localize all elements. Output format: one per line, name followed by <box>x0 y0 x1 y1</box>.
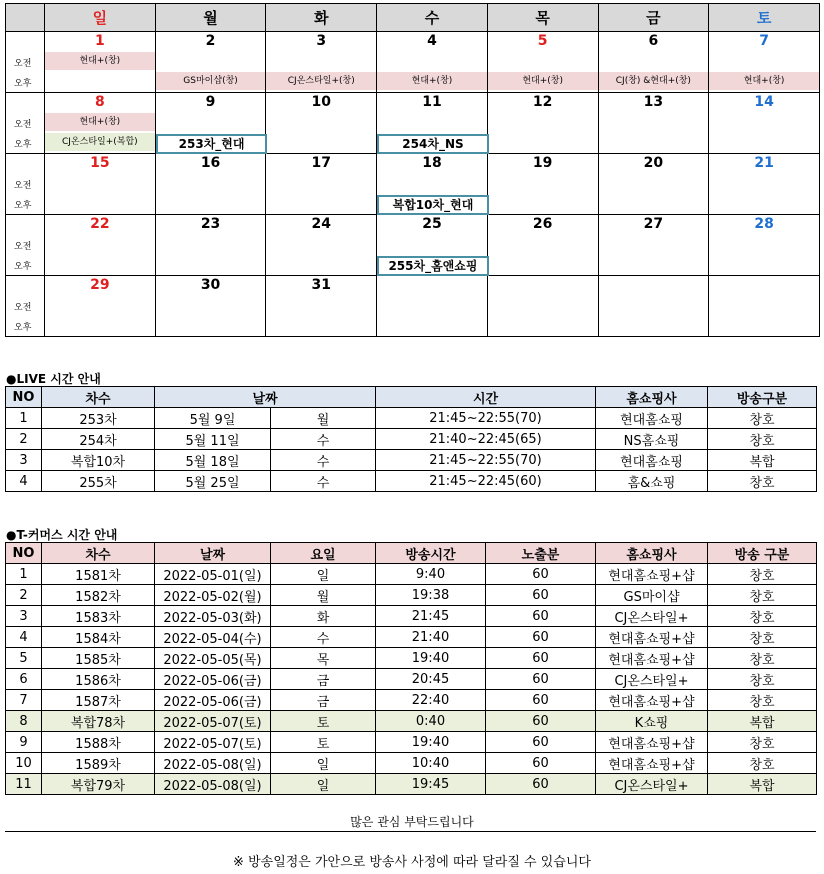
calendar-day <box>45 32 156 93</box>
live-cell: 4 <box>6 471 42 492</box>
live-cell: 21:45~22:55(70) <box>376 450 596 471</box>
tcommerce-cell: 60 <box>486 690 596 711</box>
tcommerce-cell: 창호 <box>708 753 817 774</box>
weekday-header: 토 <box>709 4 820 32</box>
calendar-day <box>709 276 820 337</box>
day-number: 22 <box>90 216 110 232</box>
tcommerce-cell: 0:40 <box>376 711 486 732</box>
day-number: 12 <box>532 94 553 110</box>
calendar-day <box>155 32 266 93</box>
day-number: 18 <box>422 155 442 171</box>
tcommerce-cell: 11 <box>6 774 42 795</box>
ampm-label-cell <box>6 276 45 337</box>
live-cell: 복합10차 <box>42 450 155 471</box>
tcommerce-cell: 60 <box>486 585 596 606</box>
tcommerce-cell: 4 <box>6 627 42 648</box>
am-broadcast: 현대+(창) <box>45 113 155 131</box>
live-cell: 5월 25일 <box>155 471 271 492</box>
calendar-day <box>377 215 488 276</box>
tcommerce-cell: 2022-05-07(토) <box>155 732 271 753</box>
calendar-week <box>6 32 820 93</box>
tcommerce-header: NO <box>6 543 42 564</box>
live-broadcast-badge: 254차_NS <box>377 134 489 154</box>
tcommerce-header: 홈쇼핑사 <box>596 543 708 564</box>
calendar-day <box>487 154 598 215</box>
calendar-day <box>155 215 266 276</box>
calendar-day <box>377 32 488 93</box>
tcommerce-cell: 1585차 <box>42 648 155 669</box>
live-cell: 수 <box>271 450 376 471</box>
tcommerce-cell: 2022-05-08(일) <box>155 774 271 795</box>
tcommerce-cell: 9:40 <box>376 564 486 585</box>
day-number: 4 <box>427 33 437 49</box>
day-number: 5 <box>537 33 548 49</box>
live-row <box>6 450 817 471</box>
calendar-day <box>598 215 709 276</box>
divider <box>5 831 816 832</box>
tcommerce-cell: 60 <box>486 732 596 753</box>
tcommerce-cell: 10:40 <box>376 753 486 774</box>
tcommerce-cell: CJ온스타일+ <box>596 669 708 690</box>
tcommerce-row <box>6 711 817 732</box>
day-number: 21 <box>754 155 774 171</box>
tcommerce-row <box>6 648 817 669</box>
tcommerce-cell: 목 <box>271 648 376 669</box>
day-number: 31 <box>311 277 331 293</box>
calendar-day <box>709 215 820 276</box>
tcommerce-cell: 19:45 <box>376 774 486 795</box>
tcommerce-cell: 2022-05-03(화) <box>155 606 271 627</box>
tcommerce-section-title: ●T-커머스 시간 안내 <box>6 528 118 542</box>
tcommerce-cell: 3 <box>6 606 42 627</box>
live-cell: 21:45~22:55(70) <box>376 408 596 429</box>
calendar-day <box>709 154 820 215</box>
pm-broadcast: 현대+(창) <box>709 72 819 90</box>
day-number <box>377 276 487 294</box>
day-number: 10 <box>311 94 331 110</box>
tcommerce-cell: 현대홈쇼핑+샵 <box>596 564 708 585</box>
calendar-day <box>377 93 488 154</box>
tcommerce-row <box>6 774 817 795</box>
tcommerce-row <box>6 669 817 690</box>
tcommerce-cell: 6 <box>6 669 42 690</box>
day-number: 17 <box>311 155 331 171</box>
day-number: 20 <box>643 155 664 171</box>
tcommerce-cell: 일 <box>271 564 376 585</box>
calendar-day <box>598 32 709 93</box>
tcommerce-cell: 2022-05-01(일) <box>155 564 271 585</box>
tcommerce-cell: 현대홈쇼핑+샵 <box>596 732 708 753</box>
tcommerce-cell: 현대홈쇼핑+샵 <box>596 753 708 774</box>
live-cell: 창호 <box>708 471 817 492</box>
day-number: 27 <box>643 216 664 232</box>
pm-broadcast: CJ온스타일+(복합) <box>45 133 155 151</box>
day-number: 29 <box>90 277 110 293</box>
tcommerce-header: 날짜 <box>155 543 271 564</box>
live-cell: 수 <box>271 471 376 492</box>
tcommerce-row <box>6 564 817 585</box>
day-number: 11 <box>422 94 442 110</box>
tcommerce-cell: 1581차 <box>42 564 155 585</box>
calendar-day <box>45 215 156 276</box>
ampm-label-cell <box>6 32 45 93</box>
tcommerce-cell: 60 <box>486 627 596 648</box>
tcommerce-cell: 60 <box>486 774 596 795</box>
live-cell: 1 <box>6 408 42 429</box>
tcommerce-cell: 20:45 <box>376 669 486 690</box>
calendar-day <box>155 93 266 154</box>
pm-broadcast: GS마이샵(창) <box>156 72 266 90</box>
tcommerce-header: 요일 <box>271 543 376 564</box>
calendar-day <box>155 276 266 337</box>
pm-label: 오후 <box>14 323 32 333</box>
tcommerce-cell: 일 <box>271 753 376 774</box>
tcommerce-cell: 21:45 <box>376 606 486 627</box>
tcommerce-cell: 창호 <box>708 627 817 648</box>
live-broadcast-badge: 255차_홈앤쇼핑 <box>377 256 489 276</box>
tcommerce-cell: 복합 <box>708 774 817 795</box>
tcommerce-cell: 수 <box>271 627 376 648</box>
tcommerce-cell: 1589차 <box>42 753 155 774</box>
am-label: 오전 <box>14 303 32 313</box>
day-number: 28 <box>754 216 774 232</box>
day-number: 6 <box>648 33 659 49</box>
tcommerce-cell: 금 <box>271 690 376 711</box>
live-cell: 창호 <box>708 429 817 450</box>
calendar-day <box>45 93 156 154</box>
tcommerce-header: 방송 구분 <box>708 543 817 564</box>
day-number: 8 <box>94 94 105 110</box>
live-broadcast-badge: 253차_현대 <box>156 134 268 154</box>
pm-label: 오후 <box>14 201 32 211</box>
tcommerce-cell: 19:38 <box>376 585 486 606</box>
pm-broadcast: CJ온스타일+(창) <box>266 72 376 90</box>
tcommerce-cell: 60 <box>486 753 596 774</box>
tcommerce-cell: 2022-05-06(금) <box>155 690 271 711</box>
tcommerce-cell: 5 <box>6 648 42 669</box>
live-cell: 254차 <box>42 429 155 450</box>
day-number: 3 <box>316 33 327 49</box>
pm-label: 오후 <box>14 140 32 150</box>
tcommerce-cell: 60 <box>486 564 596 585</box>
tcommerce-cell: 22:40 <box>376 690 486 711</box>
day-number: 24 <box>311 216 331 232</box>
live-header-channel: 홈쇼핑사 <box>596 387 708 408</box>
live-cell: 21:45~22:45(60) <box>376 471 596 492</box>
tcommerce-cell: 8 <box>6 711 42 732</box>
tcommerce-cell: 1 <box>6 564 42 585</box>
live-section-title: ●LIVE 시간 안내 <box>6 372 101 386</box>
tcommerce-cell: 현대홈쇼핑+샵 <box>596 627 708 648</box>
calendar-corner <box>6 4 45 32</box>
calendar-week <box>6 276 820 337</box>
calendar-day <box>266 215 377 276</box>
tcommerce-cell: 60 <box>486 711 596 732</box>
tcommerce-cell: 10 <box>6 753 42 774</box>
pm-label: 오후 <box>14 79 32 89</box>
tcommerce-cell: 2 <box>6 585 42 606</box>
day-number: 9 <box>205 94 216 110</box>
calendar-week <box>6 215 820 276</box>
tcommerce-cell: 60 <box>486 648 596 669</box>
calendar-day <box>266 154 377 215</box>
day-number: 19 <box>532 155 553 171</box>
tcommerce-row <box>6 585 817 606</box>
day-number <box>599 276 709 294</box>
live-header-no: NO <box>6 387 42 408</box>
tcommerce-cell: CJ온스타일+ <box>596 774 708 795</box>
tcommerce-cell: 현대홈쇼핑+샵 <box>596 690 708 711</box>
tcommerce-cell: 1586차 <box>42 669 155 690</box>
tcommerce-cell: 1584차 <box>42 627 155 648</box>
live-header-type: 방송구분 <box>708 387 817 408</box>
live-row <box>6 429 817 450</box>
live-cell: 현대홈쇼핑 <box>596 450 708 471</box>
pm-label: 오후 <box>14 262 32 272</box>
tcommerce-cell: K쇼핑 <box>596 711 708 732</box>
calendar-day <box>266 93 377 154</box>
day-number: 13 <box>643 94 664 110</box>
tcommerce-cell: 1588차 <box>42 732 155 753</box>
tcommerce-cell: 2022-05-05(목) <box>155 648 271 669</box>
live-cell: 253차 <box>42 408 155 429</box>
tcommerce-cell: 복합 <box>708 711 817 732</box>
tcommerce-cell: CJ온스타일+ <box>596 606 708 627</box>
live-broadcast-badge: 복합10차_현대 <box>377 195 489 215</box>
tcommerce-cell: 복합78차 <box>42 711 155 732</box>
calendar-day <box>598 154 709 215</box>
tcommerce-cell: 19:40 <box>376 648 486 669</box>
live-cell: 255차 <box>42 471 155 492</box>
tcommerce-cell: 창호 <box>708 564 817 585</box>
calendar-day <box>487 215 598 276</box>
am-label: 오전 <box>14 181 32 191</box>
calendar-day <box>377 154 488 215</box>
live-cell: 5월 11일 <box>155 429 271 450</box>
live-row <box>6 408 817 429</box>
calendar-day <box>487 93 598 154</box>
weekday-header: 목 <box>487 4 598 32</box>
day-number: 16 <box>200 155 221 171</box>
am-label: 오전 <box>14 120 32 130</box>
tcommerce-header: 차수 <box>42 543 155 564</box>
day-number: 23 <box>200 216 221 232</box>
thanks-message: 많은 관심 부탁드립니다 <box>350 815 474 829</box>
live-cell: 복합 <box>708 450 817 471</box>
weekday-header: 월 <box>155 4 266 32</box>
tcommerce-cell: 창호 <box>708 669 817 690</box>
ampm-label-cell <box>6 215 45 276</box>
tcommerce-cell: 현대홈쇼핑+샵 <box>596 648 708 669</box>
ampm-label-cell <box>6 154 45 215</box>
calendar-day <box>709 32 820 93</box>
day-number: 2 <box>205 33 216 49</box>
day-number <box>709 276 819 294</box>
live-cell: NS홈쇼핑 <box>596 429 708 450</box>
weekday-header: 금 <box>598 4 709 32</box>
calendar-day <box>45 154 156 215</box>
live-cell: 3 <box>6 450 42 471</box>
weekday-header: 일 <box>45 4 156 32</box>
live-cell: 창호 <box>708 408 817 429</box>
tcommerce-row <box>6 606 817 627</box>
tcommerce-cell: 화 <box>271 606 376 627</box>
tcommerce-cell: 7 <box>6 690 42 711</box>
day-number: 1 <box>94 33 105 49</box>
day-number: 25 <box>422 216 442 232</box>
calendar-day <box>377 276 488 337</box>
calendar-day <box>266 32 377 93</box>
calendar-week <box>6 154 820 215</box>
live-cell: 현대홈쇼핑 <box>596 408 708 429</box>
tcommerce-cell: 2022-05-07(토) <box>155 711 271 732</box>
live-header-time: 시간 <box>376 387 596 408</box>
calendar-day <box>155 154 266 215</box>
tcommerce-cell: 월 <box>271 585 376 606</box>
day-number: 14 <box>754 94 774 110</box>
am-broadcast: 현대+(창) <box>45 52 155 70</box>
weekday-header: 수 <box>377 4 488 32</box>
live-cell: 월 <box>271 408 376 429</box>
weekday-header: 화 <box>266 4 377 32</box>
calendar-day <box>487 276 598 337</box>
tcommerce-cell: 창호 <box>708 732 817 753</box>
tcommerce-cell: 창호 <box>708 648 817 669</box>
tcommerce-cell: 창호 <box>708 585 817 606</box>
tcommerce-cell: 60 <box>486 606 596 627</box>
day-number <box>488 276 598 294</box>
tcommerce-cell: 2022-05-04(수) <box>155 627 271 648</box>
pm-broadcast: CJ(창) &현대+(창) <box>599 72 709 90</box>
tcommerce-row <box>6 627 817 648</box>
tcommerce-header: 노출분 <box>486 543 596 564</box>
live-cell: 2 <box>6 429 42 450</box>
calendar-day <box>598 93 709 154</box>
day-number: 15 <box>90 155 110 171</box>
am-label: 오전 <box>14 242 32 252</box>
tcommerce-cell: 토 <box>271 732 376 753</box>
tcommerce-cell: 복합79차 <box>42 774 155 795</box>
live-header-date: 날짜 <box>155 387 376 408</box>
calendar-day <box>45 276 156 337</box>
tcommerce-cell: 토 <box>271 711 376 732</box>
pm-broadcast: 현대+(창) <box>488 72 598 90</box>
calendar-day <box>487 32 598 93</box>
live-cell: 5월 18일 <box>155 450 271 471</box>
calendar-day <box>266 276 377 337</box>
day-number: 7 <box>759 33 769 49</box>
tcommerce-cell: 1587차 <box>42 690 155 711</box>
tcommerce-cell: 창호 <box>708 690 817 711</box>
tcommerce-cell: 금 <box>271 669 376 690</box>
tcommerce-cell: 60 <box>486 669 596 690</box>
tcommerce-cell: 일 <box>271 774 376 795</box>
live-schedule-table <box>5 386 816 492</box>
calendar-day <box>709 93 820 154</box>
tcommerce-schedule-table <box>5 542 816 795</box>
pm-broadcast: 현대+(창) <box>377 72 487 90</box>
tcommerce-cell: GS마이샵 <box>596 585 708 606</box>
tcommerce-cell: 9 <box>6 732 42 753</box>
live-row <box>6 471 817 492</box>
tcommerce-header: 방송시간 <box>376 543 486 564</box>
calendar-day <box>598 276 709 337</box>
tcommerce-row <box>6 732 817 753</box>
calendar-week <box>6 93 820 154</box>
tcommerce-cell: 21:40 <box>376 627 486 648</box>
live-cell: 홈&쇼핑 <box>596 471 708 492</box>
notice-message: ※ 방송일정은 가안으로 방송사 사정에 따라 달라질 수 있습니다 <box>233 855 591 870</box>
tcommerce-row <box>6 753 817 774</box>
live-cell: 21:40~22:45(65) <box>376 429 596 450</box>
day-number: 26 <box>532 216 553 232</box>
live-cell: 수 <box>271 429 376 450</box>
day-number: 30 <box>200 277 221 293</box>
live-header-round: 차수 <box>42 387 155 408</box>
tcommerce-row <box>6 690 817 711</box>
tcommerce-cell: 2022-05-06(금) <box>155 669 271 690</box>
ampm-label-cell <box>6 93 45 154</box>
tcommerce-cell: 2022-05-08(일) <box>155 753 271 774</box>
calendar <box>5 3 820 337</box>
am-label: 오전 <box>14 59 32 69</box>
tcommerce-cell: 19:40 <box>376 732 486 753</box>
tcommerce-cell: 2022-05-02(월) <box>155 585 271 606</box>
live-cell: 5월 9일 <box>155 408 271 429</box>
tcommerce-cell: 창호 <box>708 606 817 627</box>
tcommerce-cell: 1582차 <box>42 585 155 606</box>
tcommerce-cell: 1583차 <box>42 606 155 627</box>
